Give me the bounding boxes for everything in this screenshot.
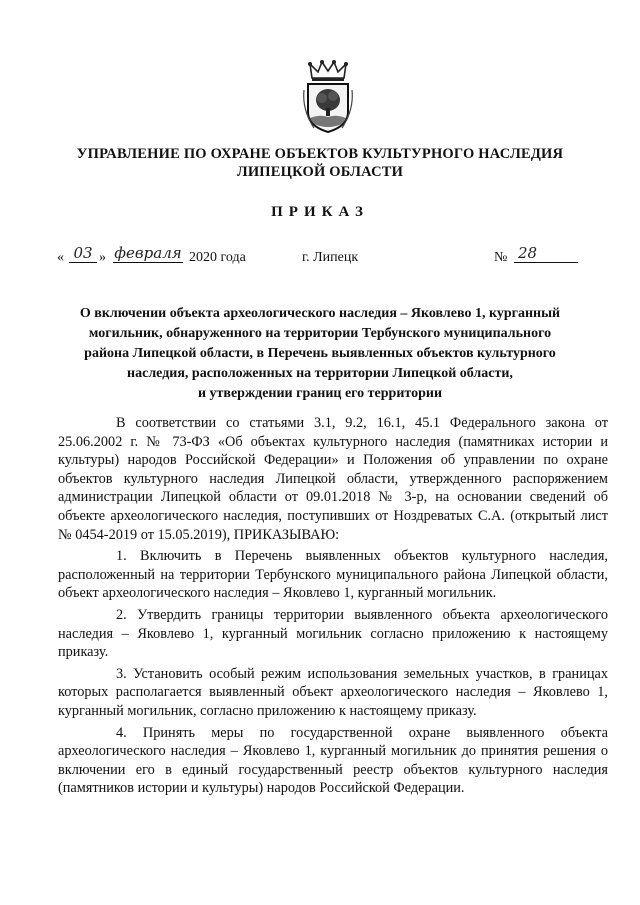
date-quote-close: » — [99, 250, 106, 265]
order-item-2: 2. Утвердить границы территории выявленного объекта археологического наследия – Яковлево 1, курганный могильник согласно приложению к настоящему приказу. — [58, 606, 608, 661]
order-body — [58, 414, 608, 798]
date-year: 2020 года — [189, 250, 246, 265]
title-line: наследия, расположенных на территории Липецкой области, — [127, 366, 513, 381]
title-line: О включении объекта археологического наследия – Яковлево 1, курганный — [79, 306, 561, 321]
organization-name-line1: УПРАВЛЕНИЕ ПО ОХРАНЕ ОБЪЕКТОВ КУЛЬТУРНОГО НАСЛЕДИЯ — [76, 146, 564, 162]
number-sign: № — [494, 250, 508, 265]
order-item-1: 1. Включить в Перечень выявленных объектов культурного наследия, расположенный на территории Тербунского муниципального района Липецкой области, объект археологического наследия – Яковлево 1, курганный могильник. — [58, 548, 608, 602]
title-line: могильник, обнаруженного на территории Тербунского муниципального — [88, 326, 552, 341]
date-day-handwritten: 03 — [69, 244, 97, 263]
title-line: района Липецкой области, в Перечень выявленных объектов культурного — [84, 346, 556, 361]
date-quote-open: « — [57, 250, 64, 265]
date-month-handwritten: февраля — [114, 244, 182, 262]
organization-name-line2: ЛИПЕЦКОЙ ОБЛАСТИ — [236, 164, 404, 180]
coat-of-arms-icon — [296, 60, 360, 134]
order-number-handwritten: 28 — [514, 244, 578, 263]
order-item-3: 3. Установить особый режим использования земельных участков, в границах которых располагается выявленный объект археологического наследия – Яковлево 1, курганный могильник, согласно приложению к настоящему приказу. — [58, 665, 608, 719]
order-item-4: 4. Принять меры по государственной охране выявленного объекта археологического наследия – Яковлево 1, курганный могильник до принятия решения о включении его в единый государственный реестр объектов культурного наследия (памятников истории и культуры) народов Российской Федерации. — [58, 724, 608, 797]
date-number-line — [57, 244, 577, 272]
order-title — [40, 304, 600, 404]
document-type-heading: ПРИКАЗ — [271, 204, 369, 220]
city-name: г. Липецк — [302, 250, 359, 265]
title-line: и утверждении границ его территории — [197, 386, 443, 401]
preamble-paragraph: В соответствии со статьями 3.1, 9.2, 16.1, 45.1 Федерального закона от 25.06.2002 г. № 73-ФЗ «Об объектах культурного наследия (памятниках истории и культуры) народов Российской Федерации» и Положения об управлении по охране объектов культурного наследия Липецкой области, утвержденного распоряжением администрации Липецкой области от 09.01.2018 № 3-р, на основании сведений об объекте археологического наследия, поступивших от Ноздреватых С.А. (открытый лист № 0454-2019 от 15.05.2019), ПРИКАЗЫВАЮ: — [58, 415, 608, 543]
